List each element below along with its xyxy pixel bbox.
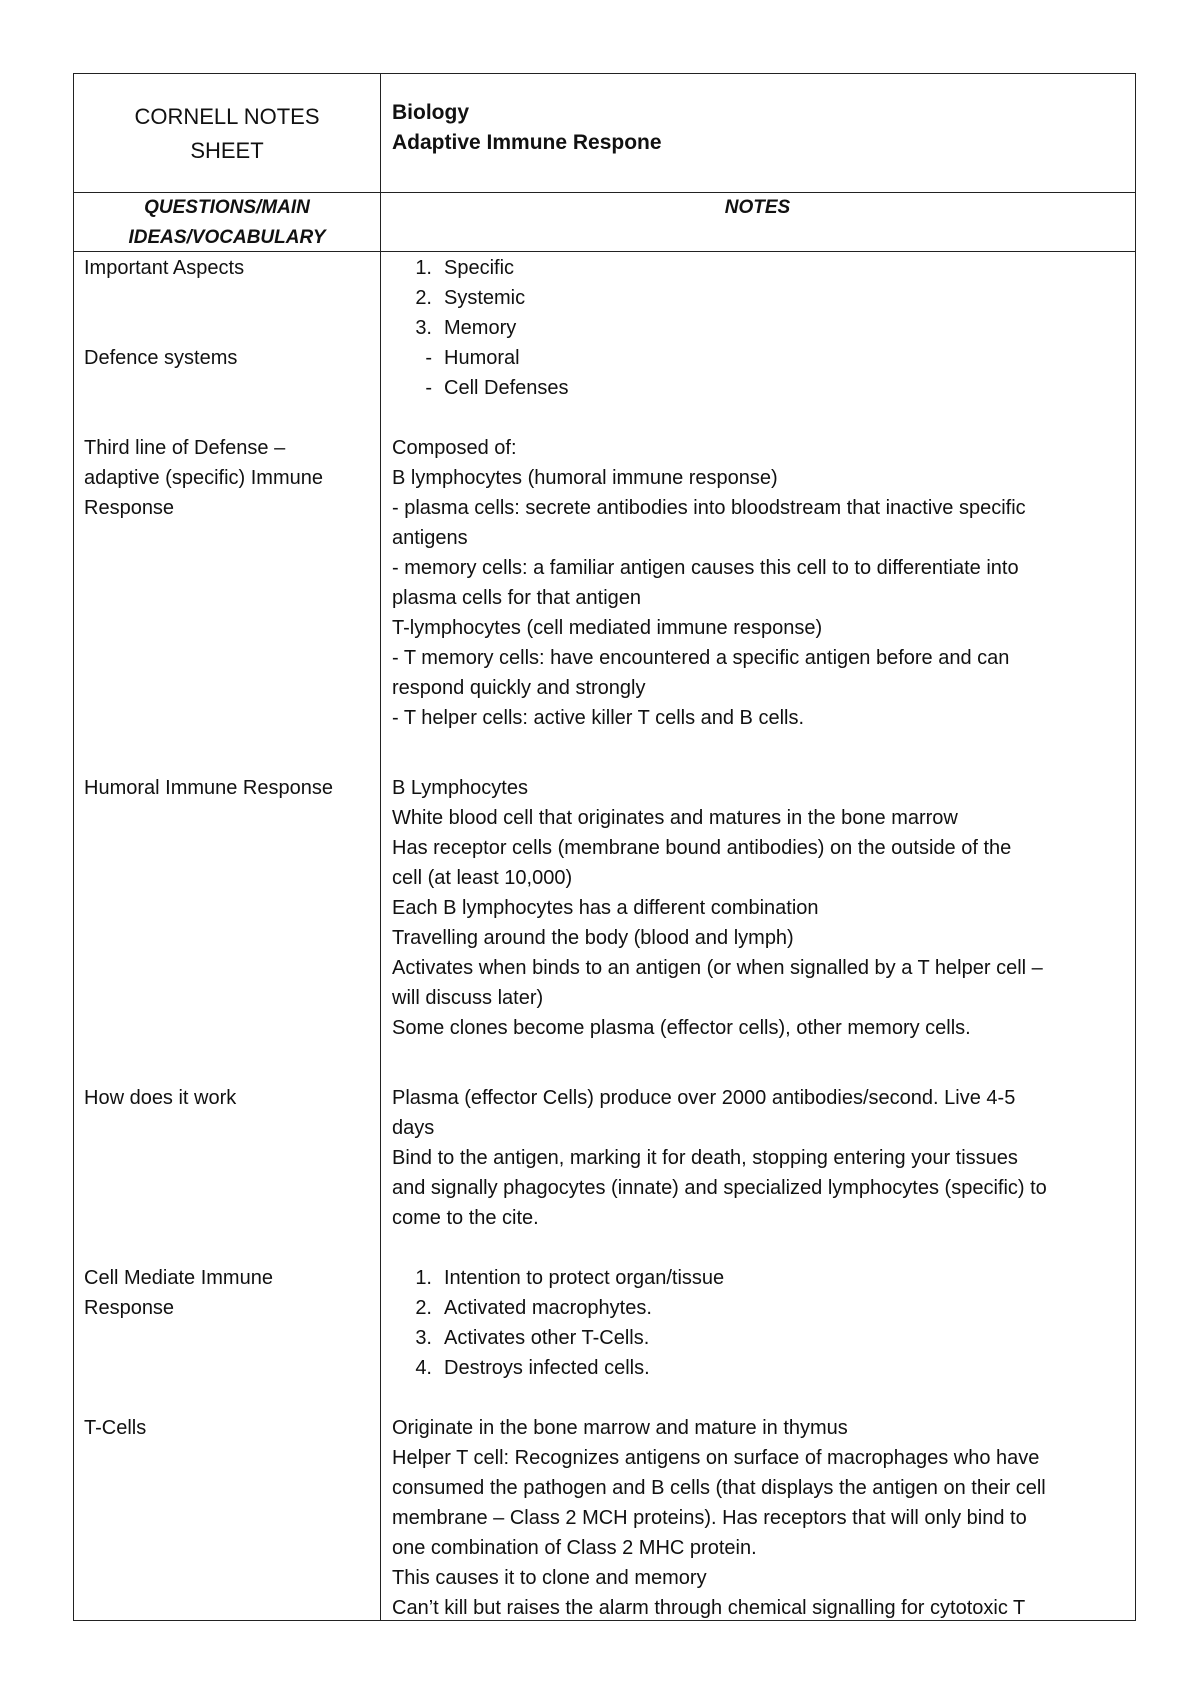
third-line-notes (392, 433, 1026, 733)
note-line: Has receptor cells (membrane bound antibodies) on the outside of the (392, 837, 1012, 859)
list-item (392, 1353, 724, 1383)
list-text: Cell Defenses (444, 377, 569, 399)
label-how-it-works: How does it work (84, 1087, 237, 1109)
list-marker: - (425, 347, 432, 369)
note-line: Composed of: (392, 437, 517, 459)
questions-header-line: QUESTIONS/MAIN (144, 197, 310, 218)
topic: Adaptive Immune Respone (392, 131, 662, 154)
label-line: Response (84, 497, 175, 519)
list-marker: - (425, 377, 432, 399)
sheet-title (74, 74, 380, 193)
note-line: consumed the pathogen and B cells (that displays the antigen on their cell (392, 1477, 1046, 1499)
note-line: antigens (392, 527, 468, 549)
list-text: Humoral (444, 347, 520, 369)
sheet-title-line: SHEET (190, 137, 264, 163)
label-cell-mediate (84, 1263, 273, 1323)
list-item (392, 373, 569, 403)
label-line: Cell Mediate Immune (84, 1267, 273, 1289)
note-line: and signally phagocytes (innate) and specialized lymphocytes (specific) to (392, 1177, 1047, 1199)
note-line: days (392, 1117, 435, 1139)
note-line: Plasma (effector Cells) produce over 2000 antibodies/second. Live 4-5 (392, 1087, 1016, 1109)
note-line: Travelling around the body (blood and lymph) (392, 927, 794, 949)
important-aspects-list (392, 253, 569, 403)
list-text: Activates other T-Cells. (444, 1327, 650, 1349)
notes-header-label: NOTES (724, 197, 791, 218)
label-line: adaptive (specific) Immune (84, 467, 323, 489)
list-text: Intention to protect organ/tissue (444, 1267, 725, 1289)
note-line: respond quickly and strongly (392, 677, 646, 699)
note-line: - T helper cells: active killer T cells and B cells. (392, 707, 805, 729)
column-divider (380, 74, 381, 1620)
note-line: B Lymphocytes (392, 777, 528, 799)
note-line: This causes it to clone and memory (392, 1567, 707, 1589)
list-text: Destroys infected cells. (444, 1357, 650, 1379)
t-cells-notes (392, 1413, 1046, 1623)
list-marker: 1. (415, 1267, 432, 1289)
subject: Biology (392, 101, 469, 124)
label-third-line (84, 433, 323, 523)
label-important-aspects: Important Aspects (84, 257, 245, 279)
subject-topic (392, 98, 662, 158)
list-marker: 4. (415, 1357, 432, 1379)
note-line: Activates when binds to an antigen (or when signalled by a T helper cell – (392, 957, 1043, 979)
list-marker: 3. (415, 317, 432, 339)
note-line: one combination of Class 2 MHC protein. (392, 1537, 757, 1559)
note-line: membrane – Class 2 MCH proteins). Has receptors that will only bind to (392, 1507, 1027, 1529)
list-item (392, 253, 569, 283)
how-it-works-notes (392, 1083, 1047, 1233)
humoral-notes (392, 773, 1043, 1043)
note-line: Helper T cell: Recognizes antigens on surface of macrophages who have (392, 1447, 1040, 1469)
note-line: White blood cell that originates and matures in the bone marrow (392, 807, 958, 829)
list-text: Specific (444, 257, 515, 279)
note-line: plasma cells for that antigen (392, 587, 642, 609)
sheet-title-line: CORNELL NOTES (134, 103, 320, 129)
note-line: Originate in the bone marrow and mature in thymus (392, 1417, 848, 1439)
note-line: cell (at least 10,000) (392, 867, 573, 889)
note-line: Bind to the antigen, marking it for death, stopping entering your tissues (392, 1147, 1018, 1169)
label-defence-systems: Defence systems (84, 347, 238, 369)
list-marker: 2. (415, 1297, 432, 1319)
list-item (392, 1323, 724, 1353)
list-text: Activated macrophytes. (444, 1297, 652, 1319)
note-line: Can’t kill but raises the alarm through chemical signalling for cytotoxic T (392, 1597, 1026, 1619)
cell-mediate-list (392, 1263, 724, 1383)
list-item (392, 343, 569, 373)
label-line: Third line of Defense – (84, 437, 286, 459)
list-text: Memory (444, 317, 517, 339)
note-line: B lymphocytes (humoral immune response) (392, 467, 778, 489)
list-text: Systemic (444, 287, 526, 309)
note-line: Each B lymphocytes has a different combination (392, 897, 819, 919)
list-marker: 1. (415, 257, 432, 279)
note-line: Some clones become plasma (effector cells), other memory cells. (392, 1017, 971, 1039)
note-line: will discuss later) (392, 987, 544, 1009)
note-line: - T memory cells: have encountered a specific antigen before and can (392, 647, 1010, 669)
questions-header-line: IDEAS/VOCABULARY (128, 227, 326, 248)
label-line: Response (84, 1297, 175, 1319)
label-t-cells: T-Cells (84, 1417, 147, 1439)
note-line: - plasma cells: secrete antibodies into bloodstream that inactive specific (392, 497, 1026, 519)
list-item (392, 313, 569, 343)
list-marker: 3. (415, 1327, 432, 1349)
notes-column-header (380, 193, 1135, 223)
questions-column-header (74, 193, 380, 253)
note-line: T-lymphocytes (cell mediated immune response) (392, 617, 823, 639)
list-item (392, 1263, 724, 1293)
list-item (392, 1293, 724, 1323)
note-line: come to the cite. (392, 1207, 539, 1229)
label-humoral-response: Humoral Immune Response (84, 777, 333, 799)
list-item (392, 283, 569, 313)
list-marker: 2. (415, 287, 432, 309)
note-line: - memory cells: a familiar antigen causes this cell to to differentiate into (392, 557, 1019, 579)
cornell-notes-table (73, 73, 1136, 1621)
